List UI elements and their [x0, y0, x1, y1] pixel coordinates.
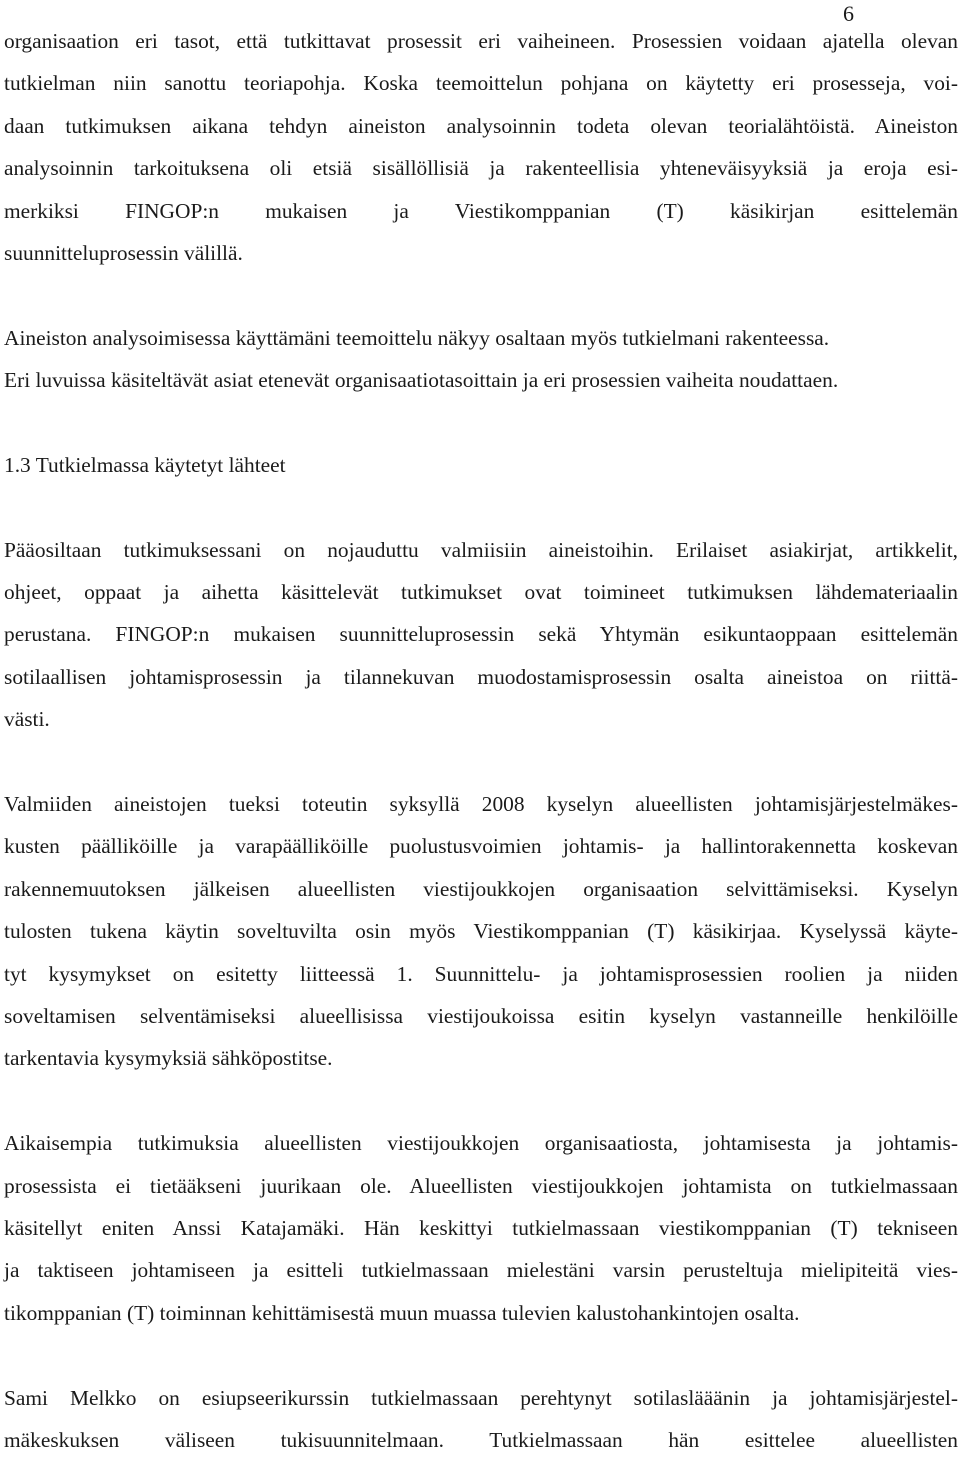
- text-line: daan tutkimuksen aikana tehdyn aineiston analysoinnin todeta olevan teorialähtöistä. Aineiston: [4, 105, 958, 147]
- text-line: analysoinnin tarkoituksena oli etsiä sisällöllisiä ja rakenteellisia yhteneväisyyksiä ja eroja esi-: [4, 147, 958, 189]
- document-body: [4, 20, 958, 1461]
- text-line: käsitellyt eniten Anssi Katajamäki. Hän keskittyi tutkielmassaan viestikomppanian (T) tekniseen: [4, 1207, 958, 1249]
- text-line: prosessista ei tietääkseni juurikaan ole. Alueellisten viestijoukkojen johtamista on tutkielmassaan: [4, 1165, 958, 1207]
- text-line: tarkentavia kysymyksiä sähköpostitse.: [4, 1037, 958, 1079]
- text-line: kusten päälliköille ja varapäälliköille puolustusvoimien johtamis- ja hallintorakennetta koskevan: [4, 825, 958, 867]
- paragraph-themes: [4, 317, 958, 402]
- text-line: organisaation eri tasot, että tutkittavat prosessit eri vaiheineen. Prosessien voidaan ajatella olevan: [4, 20, 958, 62]
- text-line: Eri luvuissa käsiteltävät asiat etenevät organisaatiotasoittain ja eri prosessien vaiheita noudattaen.: [4, 359, 958, 401]
- text-line: västi.: [4, 698, 958, 740]
- text-line: tikomppanian (T) toiminnan kehittämisestä muun muassa tulevien kalustohankintojen osalta.: [4, 1292, 958, 1334]
- text-line: Aikaisempia tutkimuksia alueellisten viestijoukkojen organisaatiosta, johtamisesta ja johtamis-: [4, 1122, 958, 1164]
- text-line: tulosten tukena käytin soveltuvilta osin myös Viestikomppanian (T) käsikirjaa. Kyselyssä käyte-: [4, 910, 958, 952]
- text-line: ohjeet, oppaat ja aihetta käsittelevät tutkimukset ovat toimineet tutkimuksen lähdemateriaalin: [4, 571, 958, 613]
- paragraph-methodology: [4, 20, 958, 274]
- text-line: suunnitteluprosessin välillä.: [4, 232, 958, 274]
- text-line: tyt kysymykset on esitetty liitteessä 1. Suunnittelu- ja johtamisprosessien roolien ja niiden: [4, 953, 958, 995]
- text-line: merkiksi FINGOP:n mukaisen ja Viestikomppanian (T) käsikirjan esittelemän: [4, 190, 958, 232]
- text-line: perustana. FINGOP:n mukaisen suunnitteluprosessin sekä Yhtymän esikuntaoppaan esittelemän: [4, 613, 958, 655]
- text-line: Sami Melkko on esiupseerikurssin tutkielmassaan perehtynyt sotilaslääänin ja johtamisjärjestel-: [4, 1377, 958, 1419]
- text-line: rakennemuutoksen jälkeisen alueellisten viestijoukkojen organisaation selvittämiseksi. Kyselyn: [4, 868, 958, 910]
- text-line: mäkeskuksen väliseen tukisuunnitelmaan. Tutkielmassaan hän esittelee alueellisten: [4, 1419, 958, 1461]
- text-line: tutkielman niin sanottu teoriapohja. Koska teemoittelun pohjana on käytetty eri prosesseja, voi-: [4, 62, 958, 104]
- text-line: Pääosiltaan tutkimuksessani on nojauduttu valmiisiin aineistoihin. Erilaiset asiakirjat, artikkelit,: [4, 529, 958, 571]
- section-heading: 1.3 Tutkielmassa käytetyt lähteet: [4, 444, 958, 486]
- paragraph-melkko: [4, 1377, 958, 1461]
- paragraph-previous-research: [4, 1122, 958, 1334]
- page-number: 6: [843, 0, 854, 28]
- paragraph-survey: [4, 783, 958, 1080]
- text-line: Aineiston analysoimisessa käyttämäni teemoittelu näkyy osaltaan myös tutkielmani rakenteessa.: [4, 317, 958, 359]
- text-line: sotilaallisen johtamisprosessin ja tilannekuvan muodostamisprosessin osalta aineistoa on riittä-: [4, 656, 958, 698]
- text-line: ja taktiseen johtamiseen ja esitteli tutkielmassaan mielestäni varsin perusteltuja mielipiteitä vies-: [4, 1249, 958, 1291]
- text-line: Valmiiden aineistojen tueksi toteutin syksyllä 2008 kyselyn alueellisten johtamisjärjestelmäkes-: [4, 783, 958, 825]
- text-line: soveltamisen selventämiseksi alueellisissa viestijoukoissa esitin kyselyn vastanneille henkilöille: [4, 995, 958, 1037]
- paragraph-sources: [4, 529, 958, 741]
